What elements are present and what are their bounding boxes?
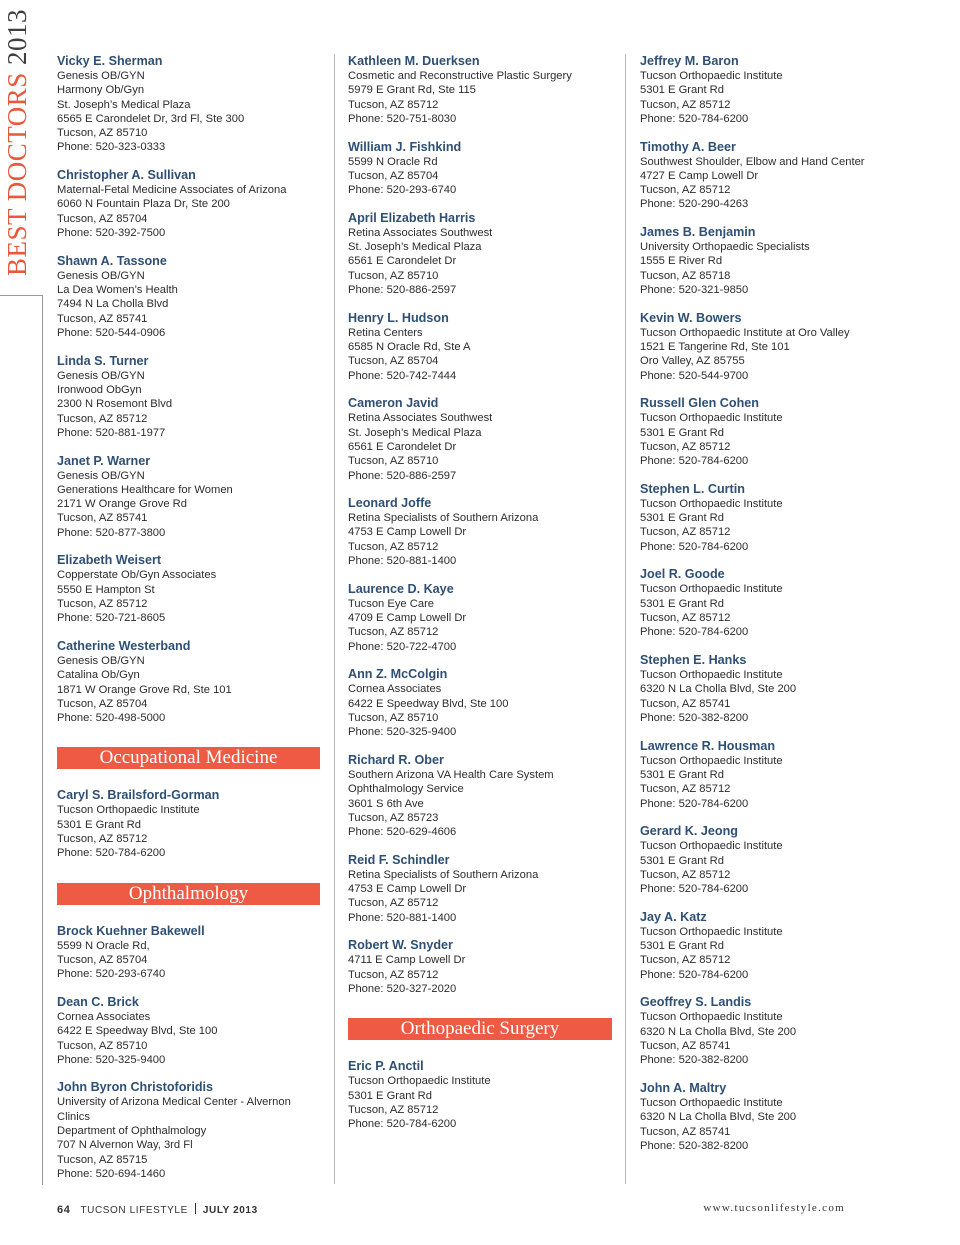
doctor-detail-line: Phone: 520-877-3800 (57, 526, 166, 539)
doctor-name: Kathleen M. Duerksen (348, 54, 480, 68)
doctor-detail-line: Phone: 520-742-7444 (348, 369, 457, 382)
doctor-detail-line: 7494 N La Cholla Blvd (57, 298, 169, 311)
doctor-detail-line: Phone: 520-293-6740 (57, 968, 166, 981)
doctor-detail-line: 6060 N Fountain Plaza Dr, Ste 200 (57, 198, 230, 211)
doctor-detail-line: Phone: 520-881-1400 (348, 911, 457, 924)
doctor-detail-line: Phone: 520-784-6200 (57, 847, 166, 860)
doctor-name: Brock Kuehner Bakewell (57, 923, 205, 938)
doctor-detail-line: Tucson, AZ 85710 (348, 711, 439, 724)
doctor-detail-line: 5550 E Hampton St (57, 583, 155, 596)
doctor-detail-line: Phone: 520-784-6200 (640, 112, 749, 125)
doctor-detail-line: 6320 N La Cholla Blvd, Ste 200 (640, 683, 797, 696)
doctor-detail-line: Tucson, AZ 85712 (57, 597, 148, 610)
doctor-entry (57, 924, 320, 982)
doctor-name: Shawn A. Tassone (57, 253, 167, 268)
side-title-year: 2013 (2, 8, 32, 65)
doctor-detail-line: Oro Valley, AZ 85755 (640, 355, 745, 368)
specialty-heading: Ophthalmology (57, 883, 320, 905)
doctor-detail-line: Retina Specialists of Southern Arizona (348, 868, 539, 881)
doctor-detail-line: Tucson, AZ 85712 (640, 98, 731, 111)
doctor-entry (348, 667, 612, 739)
doctor-detail-line: Phone: 520-382-8200 (640, 1139, 749, 1152)
doctor-detail-line: Phone: 520-751-8030 (348, 112, 457, 125)
doctor-detail-line: Catalina Ob/Gyn (57, 669, 140, 682)
doctor-detail-line: Phone: 520-544-9700 (640, 369, 749, 382)
doctor-detail-line: Tucson Orthopaedic Institute (640, 1096, 783, 1109)
directory-column-3 (640, 54, 900, 1167)
doctor-name: Timothy A. Beer (640, 139, 736, 154)
doctor-detail-line: Tucson Orthopaedic Institute (640, 412, 783, 425)
specialty-heading: Occupational Medicine (57, 747, 320, 769)
website-url: www.tucsonlifestyle.com (703, 1202, 845, 1214)
doctor-detail-line: Tucson Orthopaedic Institute (640, 583, 783, 596)
doctor-detail-line: Tucson, AZ 85704 (57, 212, 148, 225)
doctor-name: Cameron Javid (348, 396, 439, 411)
doctor-detail-line: Phone: 520-392-7500 (57, 227, 166, 240)
doctor-detail-line: Phone: 520-784-6200 (348, 1118, 457, 1131)
doctor-detail-line: 5301 E Grant Rd (640, 768, 724, 781)
doctor-entry (640, 311, 900, 383)
doctor-detail-line: Phone: 520-293-6740 (348, 184, 457, 197)
doctor-entry (57, 788, 320, 860)
doctor-detail-line: Tucson Orthopaedic Institute (640, 925, 783, 938)
doctor-detail-line: Tucson, AZ 85741 (640, 1125, 731, 1138)
doctor-name: Ann Z. McColgin (348, 667, 448, 682)
doctor-detail-line: Phone: 520-290-4263 (640, 198, 749, 211)
doctor-entry (348, 211, 612, 297)
doctor-detail-line: La Dea Women’s Health (57, 284, 178, 297)
doctor-detail-line: 5301 E Grant Rd (640, 426, 724, 439)
doctor-detail-line: Tucson Orthopaedic Institute (57, 804, 200, 817)
doctor-entry (348, 140, 612, 198)
doctor-detail-line: Genesis OB/GYN (57, 269, 145, 282)
doctor-detail-line: Phone: 520-498-5000 (57, 712, 166, 725)
doctor-detail-line: 6585 N Oracle Rd, Ste A (348, 341, 471, 354)
doctor-entry (640, 567, 900, 639)
doctor-name: Catherine Westerband (57, 638, 191, 653)
doctor-entry (57, 639, 320, 725)
doctor-detail-line: Maternal-Fetal Medicine Associates of Arizona (57, 184, 287, 197)
doctor-name: Joel R. Goode (640, 567, 725, 582)
doctor-detail-line: Copperstate Ob/Gyn Associates (57, 569, 217, 582)
doctor-detail-line: Tucson Orthopaedic Institute (640, 1011, 783, 1024)
doctor-detail-line: Phone: 520-694-1460 (57, 1167, 166, 1180)
section-side-title (2, 8, 32, 276)
doctor-detail-line: Tucson, AZ 85712 (640, 612, 731, 625)
doctor-detail-line: 6320 N La Cholla Blvd, Ste 200 (640, 1111, 797, 1124)
doctor-detail-line: Phone: 520-382-8200 (640, 711, 749, 724)
doctor-detail-line: Genesis OB/GYN (57, 70, 145, 82)
doctor-detail-line: St. Joseph’s Medical Plaza (348, 426, 482, 439)
doctor-entry (348, 311, 612, 383)
doctor-detail-line: 2171 W Orange Grove Rd (57, 498, 187, 511)
issue-date: JULY 2013 (202, 1205, 258, 1216)
doctor-entry (348, 396, 612, 482)
doctor-detail-line: Tucson, AZ 85741 (57, 312, 148, 325)
doctor-detail-line: 4753 E Camp Lowell Dr (348, 526, 467, 539)
doctor-entry (640, 910, 900, 982)
doctor-entry (57, 454, 320, 540)
doctor-detail-line: Tucson, AZ 85710 (348, 269, 439, 282)
doctor-detail-line: Phone: 520-721-8605 (57, 612, 166, 625)
doctor-detail-line: 4711 E Camp Lowell Dr (348, 954, 466, 967)
doctor-detail-line: Tucson Orthopaedic Institute (640, 840, 783, 853)
doctor-detail-line: 6422 E Speedway Blvd, Ste 100 (57, 1025, 218, 1038)
doctor-detail-line: Harmony Ob/Gyn (57, 84, 145, 97)
doctor-entry (640, 396, 900, 468)
doctor-name: Dean C. Brick (57, 994, 139, 1009)
doctor-detail-line: Tucson, AZ 85712 (348, 968, 439, 981)
doctor-detail-line: Phone: 520-325-9400 (57, 1053, 166, 1066)
doctor-entry (640, 824, 900, 896)
doctor-name: Richard R. Ober (348, 752, 444, 767)
doctor-detail-line: Tucson, AZ 85723 (348, 811, 439, 824)
doctor-detail-line: Tucson, AZ 85704 (57, 953, 148, 966)
doctor-name: John Byron Christoforidis (57, 1080, 214, 1095)
doctor-detail-line: Retina Centers (348, 326, 423, 339)
doctor-detail-line: Tucson, AZ 85704 (348, 355, 439, 368)
doctor-detail-line: Retina Associates Southwest (348, 412, 493, 425)
doctor-detail-line: Tucson Orthopaedic Institute (640, 497, 783, 510)
doctor-detail-line: Tucson, AZ 85712 (57, 412, 148, 425)
doctor-entry (348, 496, 612, 568)
doctor-detail-line: Tucson, AZ 85710 (348, 455, 439, 468)
doctor-name: Stephen E. Hanks (640, 653, 747, 668)
doctor-detail-line: Phone: 520-881-1977 (57, 426, 166, 439)
doctor-name: Vicky E. Sherman (57, 54, 163, 68)
doctor-detail-line: Phone: 520-323-0333 (57, 141, 166, 154)
doctor-detail-line: 3601 S 6th Ave (348, 797, 424, 810)
doctor-detail-line: Phone: 520-784-6200 (640, 883, 749, 896)
doctor-detail-line: 5301 E Grant Rd (57, 818, 141, 831)
footer-publication-info (57, 1203, 258, 1216)
doctor-detail-line: Southern Arizona VA Health Care System (348, 768, 554, 781)
doctor-name: Gerard K. Jeong (640, 824, 738, 839)
doctor-detail-line: Ironwood ObGyn (57, 383, 142, 396)
doctor-name: Linda S. Turner (57, 353, 149, 368)
doctor-detail-line: Genesis OB/GYN (57, 369, 145, 382)
doctor-detail-line: 1521 E Tangerine Rd, Ste 101 (640, 341, 790, 354)
doctor-name: Russell Glen Cohen (640, 396, 759, 411)
doctor-detail-line: Phone: 520-784-6200 (640, 626, 749, 639)
doctor-detail-line: Tucson, AZ 85704 (57, 697, 148, 710)
doctor-detail-line: Genesis OB/GYN (57, 469, 145, 482)
doctor-detail-line: Tucson, AZ 85712 (640, 526, 731, 539)
doctor-detail-line: Tucson Eye Care (348, 597, 435, 610)
side-divider-horizontal (0, 295, 42, 296)
doctor-name: Reid F. Schindler (348, 852, 450, 867)
publication-name: TUCSON LIFESTYLE (80, 1205, 188, 1216)
doctor-entry (640, 653, 900, 725)
doctor-name: Stephen L. Curtin (640, 481, 745, 496)
doctor-detail-line: 6320 N La Cholla Blvd, Ste 200 (640, 1025, 797, 1038)
doctor-name: William J. Fishkind (348, 139, 462, 154)
doctor-entry (640, 140, 900, 212)
doctor-detail-line: Tucson, AZ 85712 (348, 540, 439, 553)
doctor-detail-line: Tucson, AZ 85718 (640, 269, 731, 282)
doctor-detail-line: Tucson, AZ 85712 (348, 897, 439, 910)
doctor-name: Leonard Joffe (348, 496, 432, 511)
doctor-detail-line: St. Joseph’s Medical Plaza (348, 241, 482, 254)
doctor-detail-line: Southwest Shoulder, Elbow and Hand Center (640, 155, 865, 168)
doctor-entry (57, 1080, 320, 1181)
doctor-detail-line: Phone: 520-784-6200 (640, 455, 749, 468)
doctor-detail-line: Tucson, AZ 85704 (348, 169, 439, 182)
doctor-detail-line: 5599 N Oracle Rd, (57, 939, 150, 952)
column-divider-1 (334, 54, 335, 1184)
doctor-name: Caryl S. Brailsford-Gorman (57, 788, 220, 803)
doctor-detail-line: 6561 E Carondelet Dr (348, 440, 457, 453)
doctor-detail-line: Phone: 520-784-6200 (640, 797, 749, 810)
doctor-detail-line: Tucson, AZ 85712 (640, 868, 731, 881)
doctor-detail-line: 2300 N Rosemont Blvd (57, 398, 173, 411)
doctor-detail-line: Tucson, AZ 85712 (640, 184, 731, 197)
doctor-detail-line: 4727 E Camp Lowell Dr (640, 169, 759, 182)
doctor-entry (57, 168, 320, 240)
doctor-detail-line: Tucson Orthopaedic Institute (348, 1075, 491, 1088)
doctor-detail-line: 5301 E Grant Rd (640, 512, 724, 525)
doctor-entry (640, 482, 900, 554)
doctor-detail-line: University Orthopaedic Specialists (640, 241, 810, 254)
doctor-detail-line: Tucson Orthopaedic Institute (640, 754, 783, 767)
doctor-detail-line: Tucson, AZ 85715 (57, 1153, 148, 1166)
doctor-detail-line: Phone: 520-544-0906 (57, 326, 166, 339)
doctor-name: Robert W. Snyder (348, 938, 453, 953)
doctor-detail-line: Tucson, AZ 85741 (640, 1039, 731, 1052)
doctor-detail-line: 5301 E Grant Rd (640, 854, 724, 867)
doctor-detail-line: Ophthalmology Service (348, 783, 464, 796)
doctor-detail-line: Tucson, AZ 85712 (57, 833, 148, 846)
doctor-name: James B. Benjamin (640, 225, 756, 240)
doctor-detail-line: 4753 E Camp Lowell Dr (348, 883, 467, 896)
doctor-detail-line: Generations Healthcare for Women (57, 483, 233, 496)
doctor-name: Geoffrey S. Landis (640, 995, 752, 1010)
doctor-detail-line: Phone: 520-784-6200 (640, 540, 749, 553)
doctor-entry (57, 553, 320, 625)
doctor-entry (640, 995, 900, 1067)
doctor-detail-line: Retina Specialists of Southern Arizona (348, 512, 539, 525)
doctor-entry (348, 938, 612, 996)
doctor-detail-line: 707 N Alvernon Way, 3rd Fl (57, 1139, 193, 1152)
column-divider-2 (625, 54, 626, 1184)
doctor-detail-line: University of Arizona Medical Center - Alvernon (57, 1096, 291, 1109)
doctor-detail-line: Tucson, AZ 85712 (640, 783, 731, 796)
doctor-name: John A. Maltry (640, 1080, 727, 1095)
doctor-detail-line: Tucson, AZ 85712 (640, 440, 731, 453)
doctor-detail-line: Tucson, AZ 85710 (57, 1039, 148, 1052)
doctor-name: Kevin W. Bowers (640, 310, 742, 325)
doctor-detail-line: Tucson, AZ 85712 (348, 1103, 439, 1116)
doctor-entry (640, 54, 900, 126)
doctor-entry (640, 225, 900, 297)
doctor-detail-line: Phone: 520-321-9850 (640, 284, 749, 297)
doctor-detail-line: Cosmetic and Reconstructive Plastic Surgery (348, 70, 572, 82)
doctor-detail-line: Phone: 520-886-2597 (348, 469, 457, 482)
doctor-detail-line: Phone: 520-886-2597 (348, 284, 457, 297)
doctor-detail-line: Cornea Associates (348, 683, 442, 696)
specialty-heading: Orthopaedic Surgery (348, 1018, 612, 1040)
doctor-detail-line: Tucson Orthopaedic Institute at Oro Valley (640, 326, 850, 339)
doctor-name: Lawrence R. Housman (640, 738, 776, 753)
doctor-detail-line: 5599 N Oracle Rd (348, 155, 438, 168)
doctor-entry (348, 753, 612, 839)
doctor-detail-line: 5301 E Grant Rd (348, 1089, 432, 1102)
doctor-detail-line: St. Joseph’s Medical Plaza (57, 98, 191, 111)
doctor-detail-line: Phone: 520-325-9400 (348, 726, 457, 739)
doctor-detail-line: Department of Ophthalmology (57, 1125, 207, 1138)
doctor-detail-line: 1871 W Orange Grove Rd, Ste 101 (57, 683, 232, 696)
doctor-detail-line: Phone: 520-784-6200 (640, 968, 749, 981)
doctor-detail-line: Tucson, AZ 85712 (348, 626, 439, 639)
doctor-detail-line: Clinics (57, 1110, 90, 1123)
doctor-name: Laurence D. Kaye (348, 581, 454, 596)
doctor-detail-line: Tucson, AZ 85712 (348, 98, 439, 111)
doctor-detail-line: 5301 E Grant Rd (640, 597, 724, 610)
doctor-detail-line: Tucson Orthopaedic Institute (640, 70, 783, 82)
side-divider-vertical (42, 295, 43, 1185)
doctor-name: Henry L. Hudson (348, 310, 449, 325)
doctor-detail-line: Phone: 520-722-4700 (348, 640, 457, 653)
doctor-entry (57, 54, 320, 155)
doctor-detail-line: Cornea Associates (57, 1010, 151, 1023)
doctor-detail-line: 6422 E Speedway Blvd, Ste 100 (348, 697, 509, 710)
doctor-name: Jay A. Katz (640, 909, 707, 924)
directory-column-2 (348, 54, 612, 1145)
doctor-detail-line: 1555 E River Rd (640, 255, 723, 268)
doctor-detail-line: 4709 E Camp Lowell Dr (348, 612, 467, 625)
doctor-entry (640, 739, 900, 811)
doctor-detail-line: Genesis OB/GYN (57, 654, 145, 667)
doctor-entry (640, 1081, 900, 1153)
doctor-detail-line: 5301 E Grant Rd (640, 940, 724, 953)
doctor-detail-line: Tucson, AZ 85710 (57, 127, 148, 140)
doctor-detail-line: Tucson, AZ 85741 (640, 697, 731, 710)
doctor-detail-line: 6561 E Carondelet Dr (348, 255, 457, 268)
doctor-name: Christopher A. Sullivan (57, 168, 196, 183)
doctor-name: Elizabeth Weisert (57, 553, 162, 568)
doctor-entry (348, 54, 612, 126)
doctor-detail-line: 5301 E Grant Rd (640, 84, 724, 97)
doctor-entry (348, 1059, 612, 1131)
doctor-detail-line: Phone: 520-881-1400 (348, 555, 457, 568)
doctor-name: Eric P. Anctil (348, 1059, 424, 1074)
doctor-entry (57, 354, 320, 440)
directory-column-1 (57, 54, 320, 1195)
doctor-name: Jeffrey M. Baron (640, 54, 739, 68)
doctor-detail-line: 6565 E Carondelet Dr, 3rd Fl, Ste 300 (57, 112, 245, 125)
side-title-best: BEST DOCTORS (2, 72, 32, 276)
doctor-detail-line: Phone: 520-629-4606 (348, 826, 457, 839)
doctor-detail-line: Tucson, AZ 85741 (57, 512, 148, 525)
doctor-entry (57, 254, 320, 340)
doctor-detail-line: Retina Associates Southwest (348, 226, 493, 239)
doctor-detail-line: Tucson Orthopaedic Institute (640, 669, 783, 682)
doctor-detail-line: Tucson, AZ 85712 (640, 954, 731, 967)
doctor-entry (348, 582, 612, 654)
doctor-name: April Elizabeth Harris (348, 210, 476, 225)
footer-separator (195, 1203, 196, 1214)
doctor-detail-line: 5979 E Grant Rd, Ste 115 (348, 84, 476, 97)
doctor-detail-line: Phone: 520-382-8200 (640, 1054, 749, 1067)
page-number: 64 (57, 1204, 71, 1216)
doctor-name: Janet P. Warner (57, 453, 151, 468)
doctor-entry (57, 995, 320, 1067)
doctor-entry (348, 853, 612, 925)
doctor-detail-line: Phone: 520-327-2020 (348, 982, 457, 995)
